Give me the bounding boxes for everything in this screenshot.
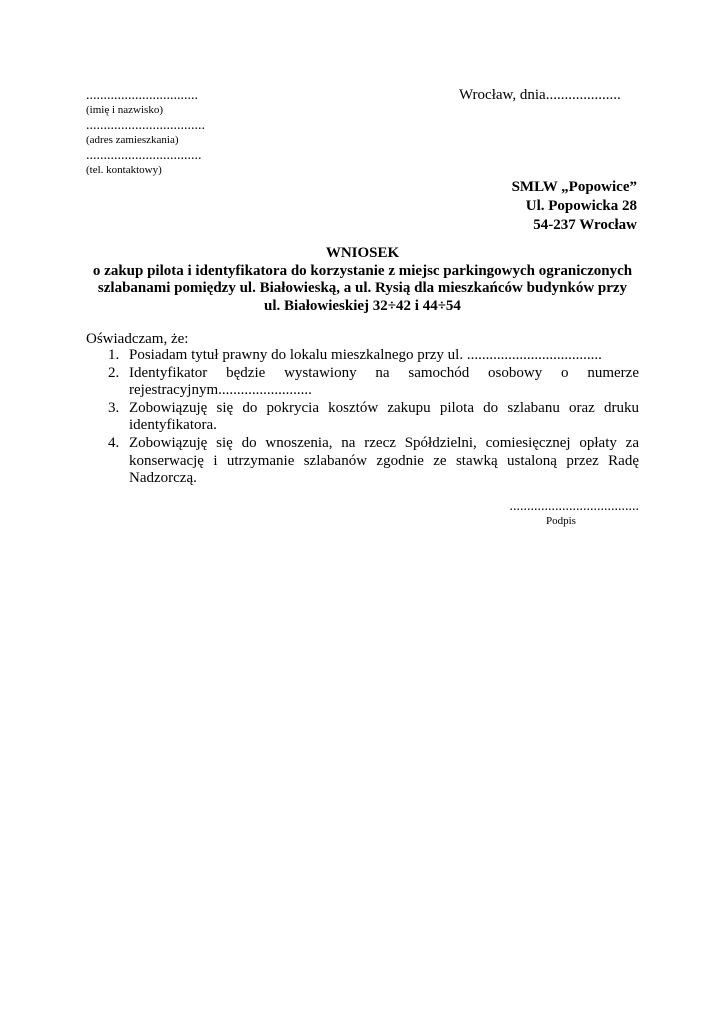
list-item [86, 347, 639, 365]
signature-label: Podpis [546, 515, 576, 527]
recipient-address [512, 178, 637, 235]
title-line-3: ul. Białowieskiej 32÷42 i 44÷54 [264, 297, 461, 314]
recipient-name: SMLW „Popowice” [511, 179, 637, 195]
list-item [86, 400, 639, 435]
title-line-2: szlabanami pomiędzy ul. Białowieską, a ul. Rysią dla mieszkańców budynków przy [97, 280, 628, 296]
list-item-text: Identyfikator będzie wystawiony na samochód osobowy o numerze [129, 364, 639, 381]
list-item [86, 365, 639, 400]
list-item-number: 4. [108, 434, 120, 451]
declaration-list [86, 347, 639, 488]
list-item-number: 1. [108, 347, 120, 363]
list-item [86, 435, 639, 488]
title-line-1: o zakup pilota i identyfikatora do korzystanie z miejsc parkingowych ograniczonych [92, 262, 633, 279]
document-title [86, 245, 639, 315]
recipient-street: Ul. Popowicka 28 [525, 198, 637, 214]
phone-label: (tel. kontaktowy) [86, 164, 162, 176]
list-item-text: Nadzorczą. [129, 470, 197, 487]
list-item-text: Posiadam tytuł prawny do lokalu mieszkalnego przy ul. .................................... [129, 347, 602, 363]
list-item-text: konserwację i utrzymanie szlabanów zgodnie ze stawką ustaloną przez Radę [129, 452, 639, 469]
place-and-date: Wrocław, dnia.................... [459, 87, 621, 103]
list-item-text: Zobowiązuję się do wnoszenia, na rzecz Spółdzielni, comiesięcznej opłaty za [129, 434, 639, 451]
address-placeholder-dots: .................................. [86, 118, 205, 133]
signature-dots: ..................................... [509, 499, 639, 514]
list-item-number: 3. [108, 399, 120, 416]
name-placeholder-dots: ................................ [86, 88, 198, 103]
title-heading: WNIOSEK [325, 245, 400, 261]
list-item-text: rejestracyjnym......................... [129, 382, 312, 399]
list-item-number: 2. [108, 364, 120, 381]
list-item-text: identyfikatora. [129, 417, 217, 434]
recipient-city: 54-237 Wrocław [533, 217, 637, 233]
phone-placeholder-dots: ................................. [86, 148, 202, 163]
declaration-intro: Oświadczam, że: [86, 331, 189, 347]
list-item-text: Zobowiązuję się do pokrycia kosztów zakupu pilota do szlabanu oraz druku [129, 399, 639, 416]
address-label: (adres zamieszkania) [86, 134, 179, 146]
name-label: (imię i nazwisko) [86, 104, 163, 116]
